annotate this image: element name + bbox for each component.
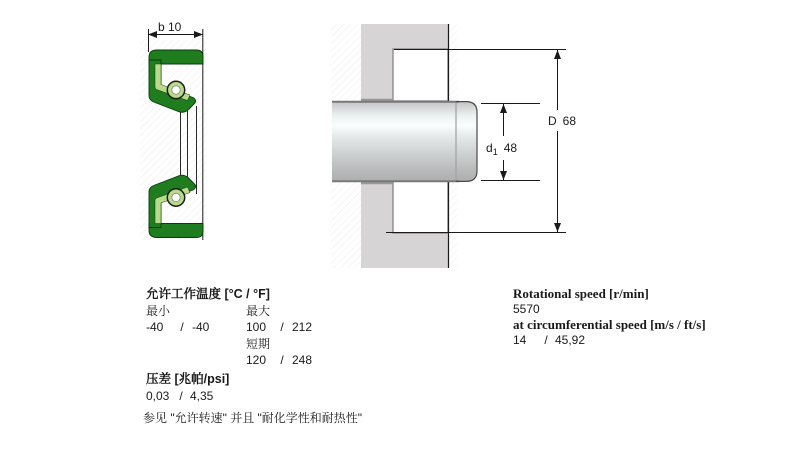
arrow-down-icon xyxy=(500,171,507,180)
max-temp-c: 100 xyxy=(246,320,267,334)
rotational-speed-header: Rotational speed [r/min] xyxy=(513,286,649,301)
min-temp-f: -40 xyxy=(192,320,210,334)
short-term-label: 短期 xyxy=(246,336,271,351)
footnote: 参见 "允许转速" 并且 "耐化学性和耐热性" xyxy=(143,411,363,425)
max-temp-f: 212 xyxy=(292,320,313,334)
temperature-values-row: -40 / -40 100 / 212 xyxy=(146,320,313,334)
outer-dimension-label: D 68 xyxy=(548,114,577,128)
rotational-speed-value: 5570 xyxy=(513,301,540,316)
temperature-header: 允许工作温度 [°C / °F] xyxy=(146,287,270,301)
short-temp-f: 248 xyxy=(292,353,313,367)
arrow-up-icon xyxy=(554,50,561,59)
circumferential-speed-values: 14 / 45,92 xyxy=(513,332,586,347)
max-label: 最大 xyxy=(246,303,271,318)
temperature-col-labels xyxy=(146,303,312,320)
arrow-down-icon xyxy=(554,223,561,232)
temperature-spec-block xyxy=(146,286,312,369)
seal-seat-top xyxy=(393,49,448,101)
short-term-values-row: 120 / 248 xyxy=(246,353,313,367)
seal-seat-bottom xyxy=(393,181,448,233)
circ-speed-fts: 45,92 xyxy=(555,332,586,347)
pressure-spec-block xyxy=(146,371,229,404)
bore-dimension-label: $d_1$ 48 xyxy=(486,141,518,157)
shaft xyxy=(332,101,477,182)
installation-drawing xyxy=(325,14,583,276)
circumferential-speed-header: at circumferential speed [m/s / ft/s] xyxy=(513,317,706,332)
short-temp-c: 120 xyxy=(246,353,267,367)
pressure-mpa: 0,03 xyxy=(146,388,170,403)
arrow-right-icon xyxy=(194,31,203,38)
pressure-psi: 4,35 xyxy=(190,388,214,403)
pressure-values-row: 0,03 / 4,35 xyxy=(146,388,214,403)
arrow-left-icon xyxy=(148,31,157,38)
width-dimension-label: b 10 xyxy=(158,20,182,34)
arrow-up-icon xyxy=(500,104,507,113)
pressure-header: 压差 [兆帕/psi] xyxy=(146,372,230,386)
short-term-label-row xyxy=(146,336,312,353)
min-temp-c: -40 xyxy=(146,320,164,334)
circ-speed-ms: 14 xyxy=(513,332,527,347)
speed-spec-block xyxy=(513,286,706,348)
seal-cross-section-drawing xyxy=(128,14,220,246)
min-label: 最小 xyxy=(146,303,171,318)
